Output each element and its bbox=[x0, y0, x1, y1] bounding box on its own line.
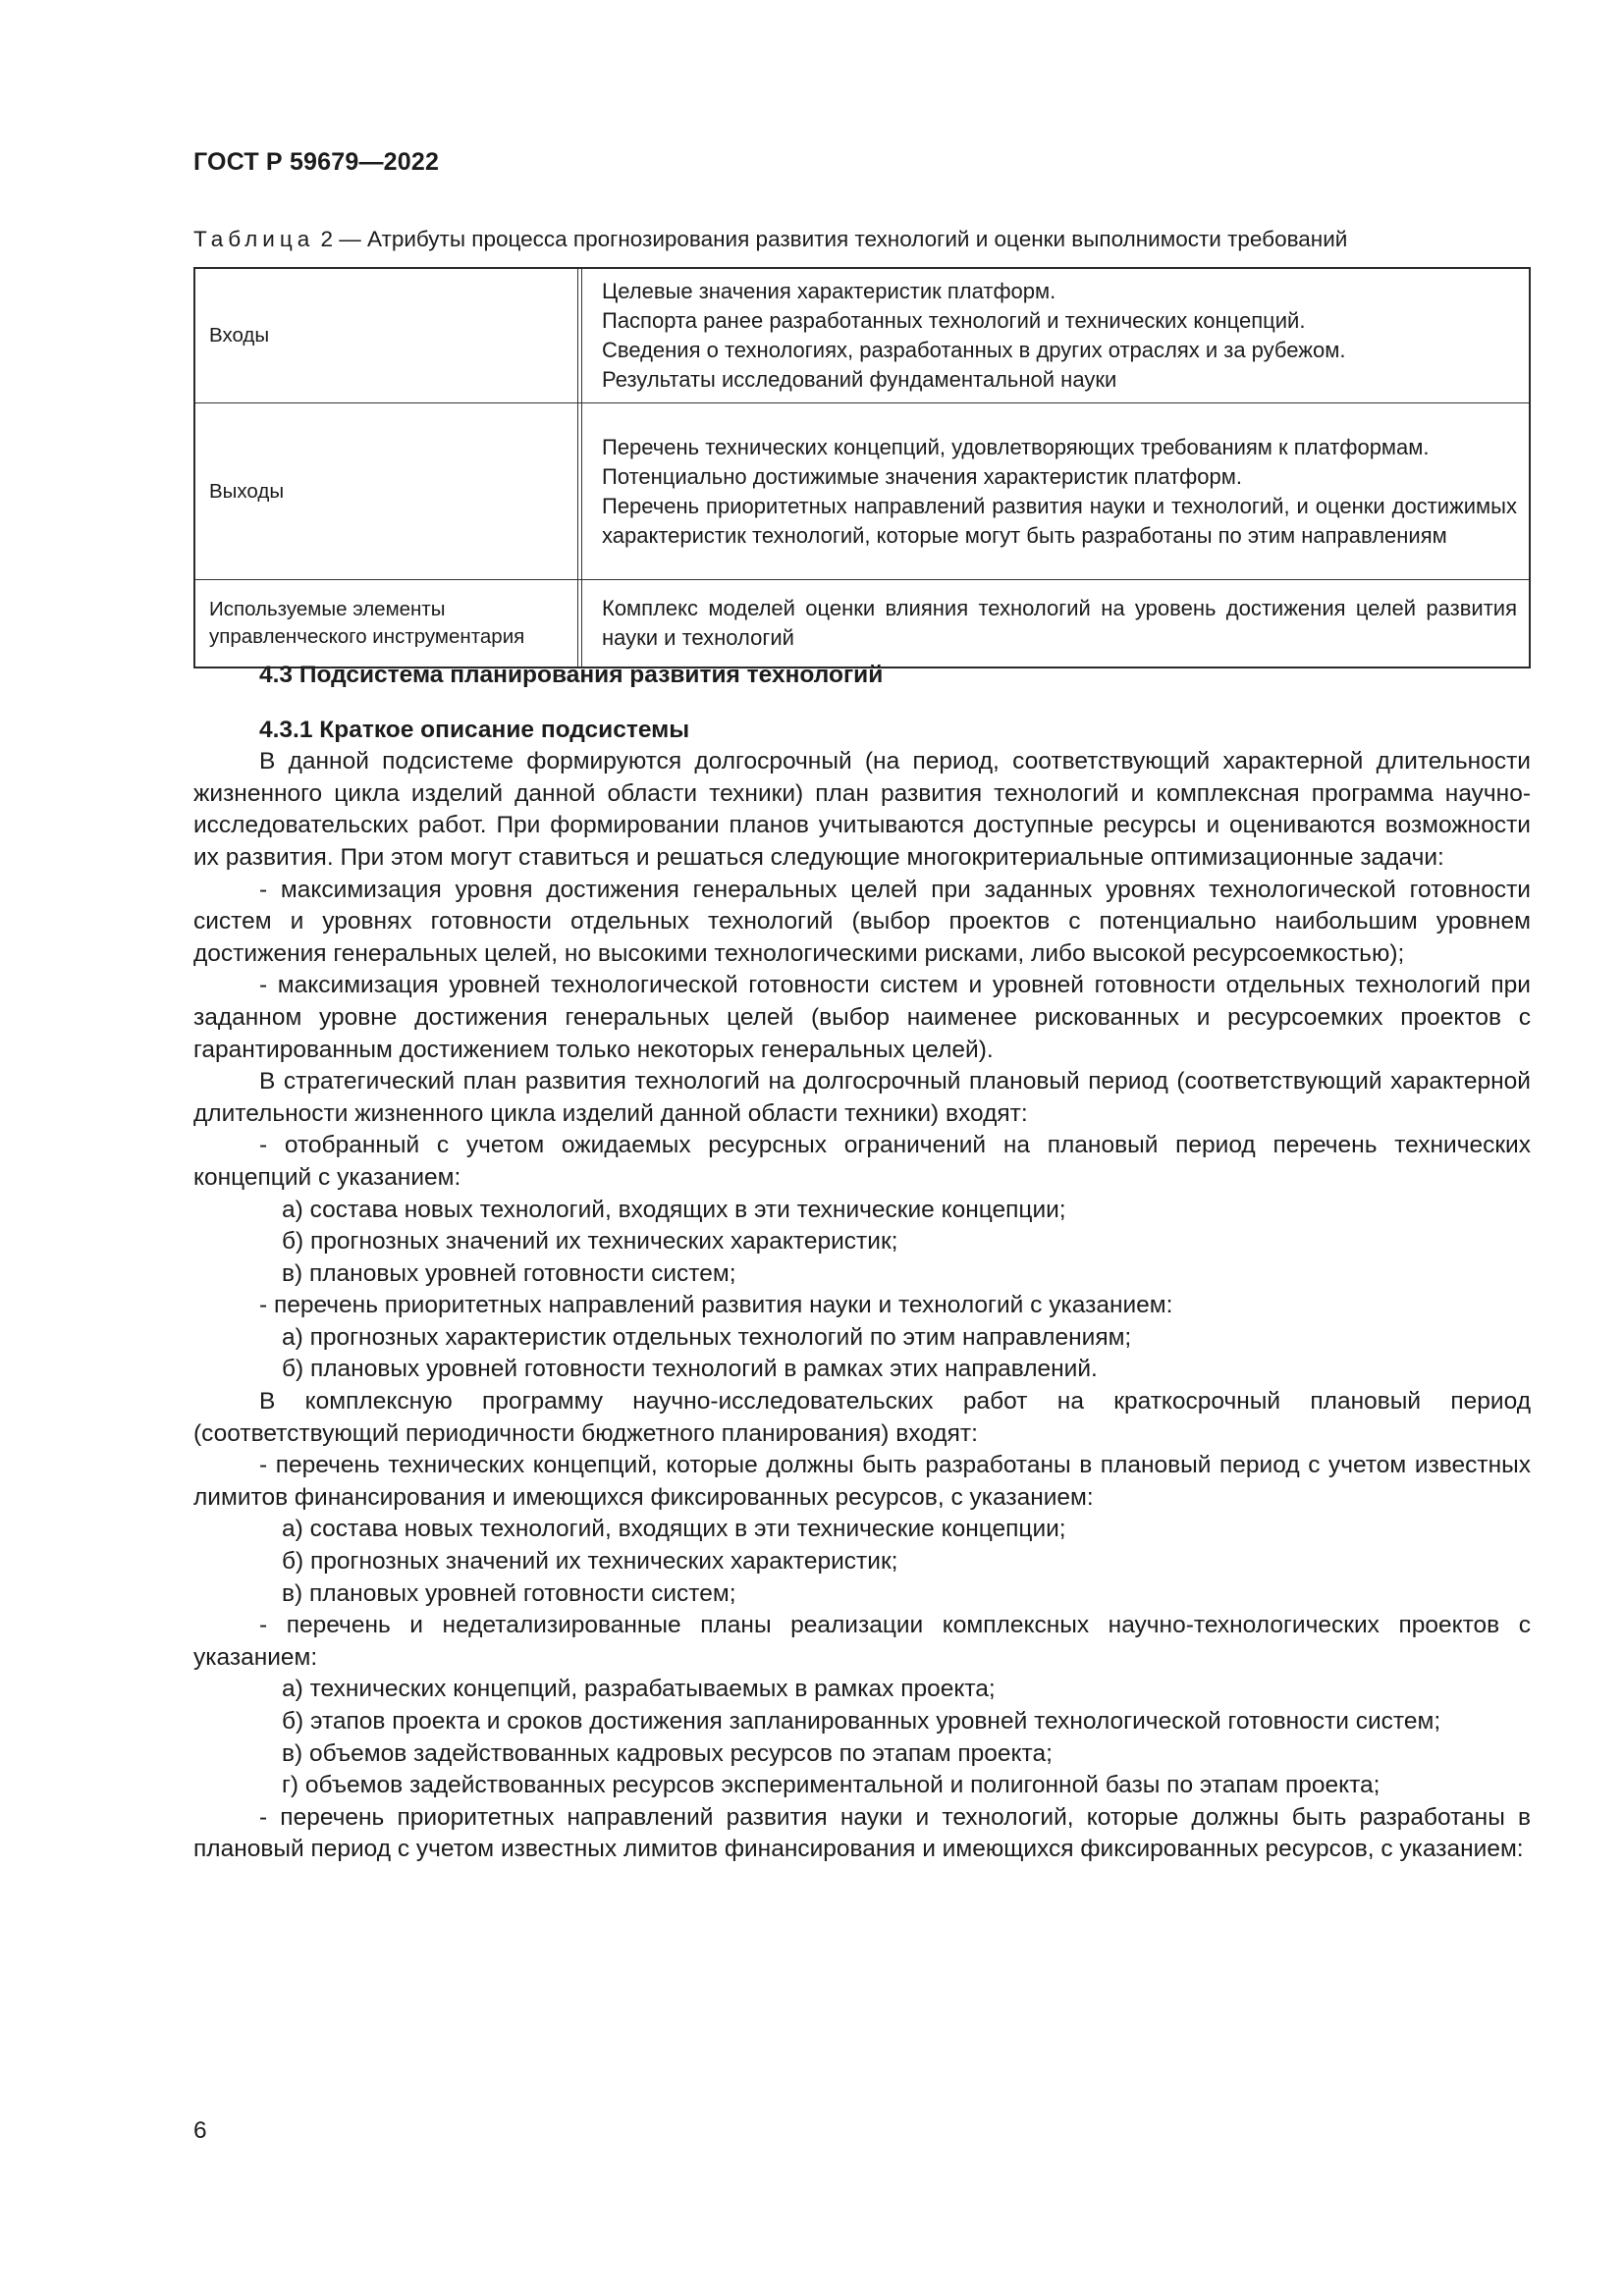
table-cell-line: Комплекс моделей оценки влияния технологий на уровень достижения целей развития науки и технологий bbox=[602, 596, 1517, 650]
list-subitem: в) объемов задействованных кадровых ресурсов по этапам проекта; bbox=[282, 1739, 1053, 1767]
list-subitem: в) плановых уровней готовности систем; bbox=[282, 1579, 736, 1607]
paragraph: В комплексную программу научно-исследовательских работ на краткосрочный плановый период (соответствующий периодичности бюджетного планирования) входят: bbox=[193, 1388, 1531, 1447]
list-item: - максимизация уровней технологической готовности систем и уровней готовности отдельных технологий при заданном уровне достижения генеральных целей (выбор наименее рискованных и ресурсоемких проектов с гарантированным достижением только некоторых генеральных целей). bbox=[193, 972, 1531, 1063]
table-row bbox=[195, 579, 1529, 667]
list-item: - перечень приоритетных направлений развития науки и технологий с указанием: bbox=[259, 1292, 1173, 1319]
row-value-tools bbox=[578, 579, 1529, 667]
table-cell-line: Результаты исследований фундаментальной науки bbox=[602, 367, 1117, 392]
row-label-tools: Используемые элементы управленческого инструментария bbox=[195, 579, 578, 667]
list-subitem: в) плановых уровней готовности систем; bbox=[282, 1259, 736, 1287]
list-subitem: г) объемов задействованных ресурсов экспериментальной и полигонной базы по этапам проекта; bbox=[282, 1772, 1380, 1799]
subsection-heading: 4.3.1 Краткое описание подсистемы bbox=[259, 716, 690, 743]
list-subitem: а) прогнозных характеристик отдельных технологий по этим направлениям; bbox=[282, 1323, 1132, 1351]
table-cell-line: Перечень технических концепций, удовлетворяющих требованиям к платформам. bbox=[602, 434, 1430, 459]
list-subitem: а) состава новых технологий, входящих в эти технические концепции; bbox=[282, 1196, 1066, 1223]
list-subitem: б) плановых уровней готовности технологий в рамках этих направлений. bbox=[282, 1356, 1098, 1383]
list-item: - перечень и недетализированные планы реализации комплексных научно-технологических проектов с указанием: bbox=[193, 1612, 1531, 1671]
list-subitem: б) этапов проекта и сроков достижения запланированных уровней технологической готовности систем; bbox=[282, 1708, 1441, 1735]
table-row bbox=[195, 269, 1529, 402]
list-subitem: а) состава новых технологий, входящих в эти технические концепции; bbox=[282, 1516, 1066, 1543]
table-caption-title: 2 — Атрибуты процесса прогнозирования развития технологий и оценки выполнимости требований bbox=[314, 227, 1348, 251]
paragraph: В данной подсистеме формируются долгосрочный (на период, соответствующий характерной длительности жизненного цикла изделий данной области техники) план развития технологий и комплексная программа научно-исследовательских работ. При формировании планов учитываются доступные ресурсы и оцениваются возможности их развития. При этом могут ставиться и решаться следующие многокритериальные оптимизационные задачи: bbox=[193, 748, 1531, 871]
row-value-inputs bbox=[578, 269, 1529, 402]
paragraph: В стратегический план развития технологий на долгосрочный плановый период (соответствующий характерной длительности жизненного цикла изделий данной области техники) входят: bbox=[193, 1068, 1531, 1127]
page-number: 6 bbox=[193, 2117, 207, 2144]
list-subitem: б) прогнозных значений их технических характеристик; bbox=[282, 1548, 898, 1575]
list-subitem: а) технических концепций, разрабатываемых в рамках проекта; bbox=[282, 1676, 996, 1703]
list-item: - перечень технических концепций, которые должны быть разработаны в плановый период с учетом известных лимитов финансирования и имеющихся фиксированных ресурсов, с указанием: bbox=[193, 1452, 1531, 1511]
table-caption bbox=[193, 227, 1529, 252]
list-subitem: б) прогнозных значений их технических характеристик; bbox=[282, 1228, 898, 1255]
list-item: - отобранный с учетом ожидаемых ресурсных ограничений на плановый период перечень технических концепций с указанием: bbox=[193, 1132, 1531, 1191]
table-cell-line: Потенциально достижимые значения характеристик платформ. bbox=[602, 463, 1242, 489]
table-cell-line: Сведения о технологиях, разработанных в других отраслях и за рубежом. bbox=[602, 338, 1346, 362]
document-code: ГОСТ Р 59679—2022 bbox=[193, 148, 440, 176]
table-cell-line: Целевые значения характеристик платформ. bbox=[602, 279, 1056, 303]
list-item: - перечень приоритетных направлений развития науки и технологий, которые должны быть разработаны в плановый период с учетом известных лимитов финансирования и имеющихся фиксированных ресурсов, с указанием: bbox=[193, 1803, 1531, 1863]
list-item: - максимизация уровня достижения генеральных целей при заданных уровнях технологической готовности систем и уровнях готовности отдельных технологий (выбор проектов с потенциально наибольшим уровнем достижения генеральных целей, но высокими технологическими рисками, либо высокой ресурсоемкостью); bbox=[193, 876, 1531, 967]
section-body bbox=[193, 660, 1531, 1866]
section-heading: 4.3 Подсистема планирования развития технологий bbox=[259, 662, 884, 688]
row-label-inputs: Входы bbox=[195, 269, 578, 402]
attributes-table bbox=[193, 267, 1531, 668]
table-cell-line: Перечень приоритетных направлений развития науки и технологий, и оценки достижимых характеристик технологий, которые могут быть разработаны по этим направлениям bbox=[602, 493, 1517, 548]
table-row bbox=[195, 402, 1529, 579]
table-caption-label: Таблица bbox=[193, 227, 315, 251]
row-label-outputs: Выходы bbox=[195, 402, 578, 579]
row-value-outputs bbox=[578, 402, 1529, 579]
table-cell-line: Паспорта ранее разработанных технологий и технических концепций. bbox=[602, 308, 1306, 333]
